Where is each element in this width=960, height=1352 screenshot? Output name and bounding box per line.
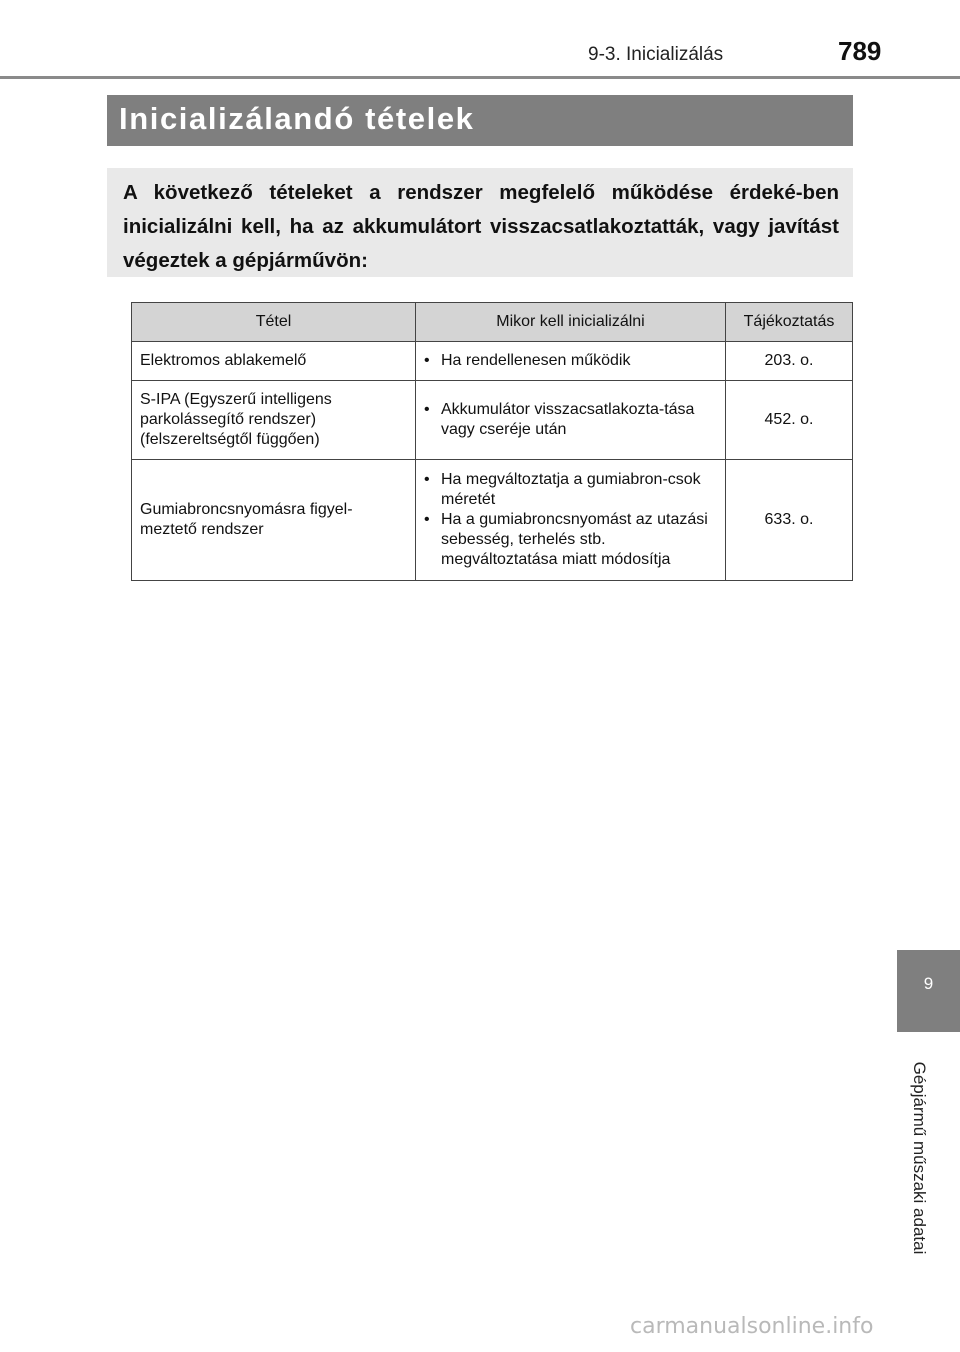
reference-cell: 452. o. <box>726 381 853 460</box>
title-bar <box>107 95 853 146</box>
list-item: • Ha rendellenesen működik <box>424 351 717 371</box>
header-info: Tájékoztatás <box>726 303 853 342</box>
page-number: 789 <box>838 36 882 66</box>
chapter-label <box>887 1040 950 1275</box>
item-cell: S-IPA (Egyszerű intelligens parkolássegítő rendszer) (felszereltségtől függően) <box>132 381 416 460</box>
chapter-tab <box>897 950 960 1032</box>
list-item: • Ha megváltoztatja a gumiabron-csok méretét <box>424 470 717 510</box>
reference-cell: 203. o. <box>726 342 853 381</box>
table-row <box>132 381 853 460</box>
header-divider <box>0 76 960 79</box>
section-heading: 9-3. Inicializálás <box>588 44 724 65</box>
item-cell: Gumiabroncsnyomásra figyel-meztető rendszer <box>132 460 416 581</box>
intro-box <box>107 168 853 277</box>
chapter-number: 9 <box>923 974 934 993</box>
page-title: Inicializálandó tételek <box>119 101 475 136</box>
item-cell: Elektromos ablakemelő <box>132 342 416 381</box>
table-row <box>132 460 853 581</box>
list-item: • Ha a gumiabroncsnyomást az utazási sebesség, terhelés stb. megváltoztatása miatt módosítja <box>424 510 717 570</box>
list-item: • Akkumulátor visszacsatlakozta-tása vagy cseréje után <box>424 400 717 440</box>
when-cell <box>416 460 726 581</box>
initialization-table <box>131 302 853 581</box>
table-header-row <box>132 303 853 342</box>
header-item: Tétel <box>132 303 416 342</box>
when-cell <box>416 381 726 460</box>
watermark: carmanualsonline.info <box>630 1314 874 1339</box>
intro-text: A következő tételeket a rendszer megfelelő működése érdeké-ben inicializálni kell, ha az akkumulátort visszacsatlakoztatták, vagy javítást végeztek a gépjárművön: <box>123 181 839 272</box>
chapter-title: Gépjármű műszaki adatai <box>909 1061 929 1254</box>
table-row <box>132 342 853 381</box>
header-when: Mikor kell inicializálni <box>416 303 726 342</box>
when-cell <box>416 342 726 381</box>
reference-cell: 633. o. <box>726 460 853 581</box>
